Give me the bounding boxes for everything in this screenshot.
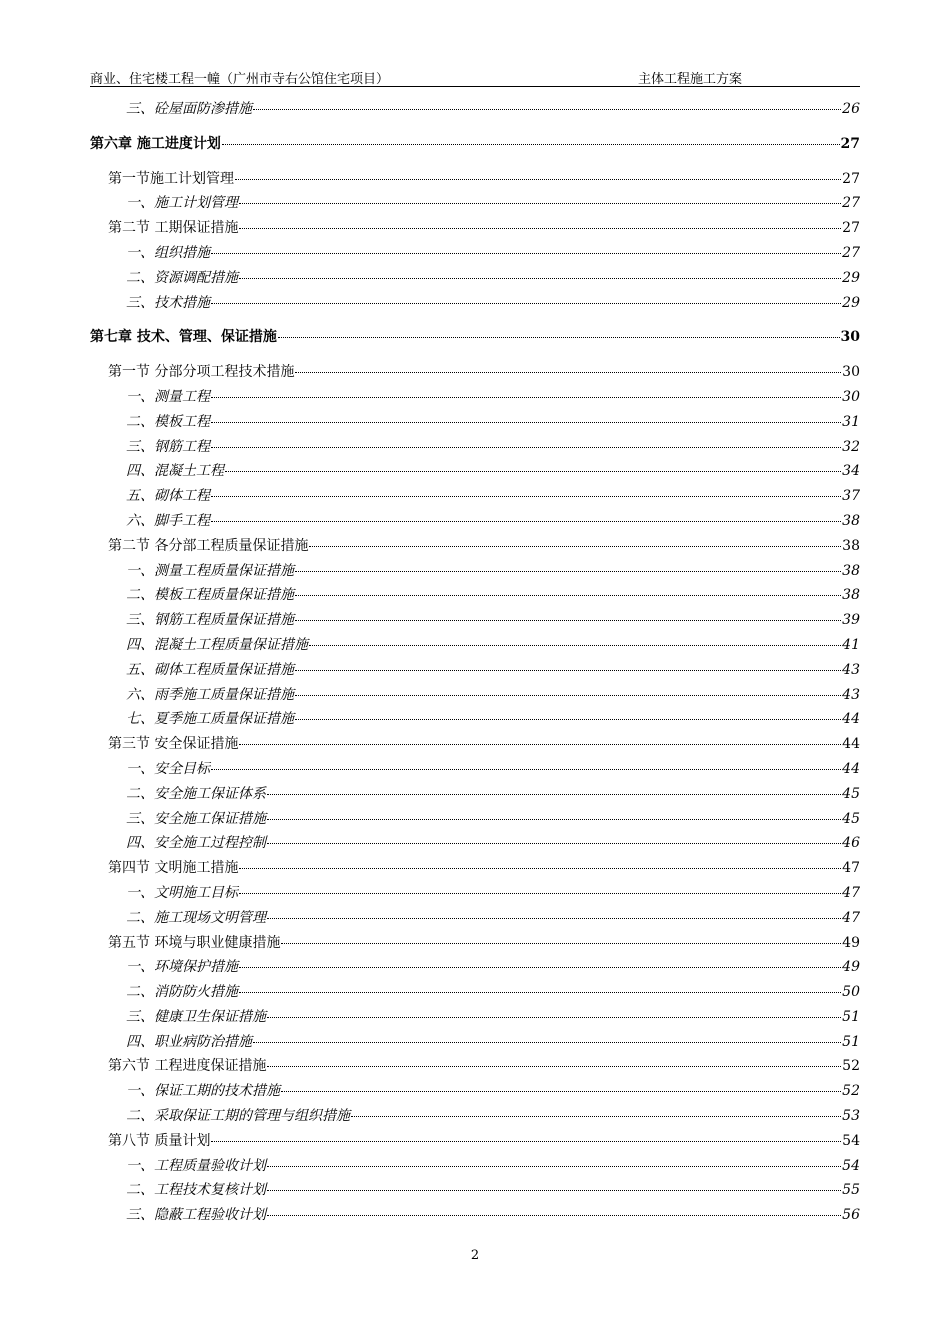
toc-entry-page-number: 46 <box>842 835 860 852</box>
toc-entry-label: 六、雨季施工质量保证措施 <box>126 686 294 703</box>
toc-section-entry[interactable] <box>90 167 860 192</box>
toc-entry-page-number: 27 <box>842 220 860 237</box>
toc-item-entry[interactable] <box>90 980 860 1005</box>
toc-entry-page-number: 52 <box>842 1058 860 1075</box>
toc-entry-page-number: 27 <box>842 170 860 187</box>
toc-entry-label: 三、钢筋工程质量保证措施 <box>126 612 294 629</box>
toc-entry-page-number: 56 <box>842 1207 860 1224</box>
toc-item-entry[interactable] <box>90 633 860 658</box>
toc-item-entry[interactable] <box>90 410 860 435</box>
toc-entry-label: 二、工程技术复核计划 <box>126 1182 266 1199</box>
toc-item-entry[interactable] <box>90 266 860 291</box>
toc-entry-label: 六、脚手工程 <box>126 512 210 529</box>
toc-entry-label: 七、夏季施工质量保证措施 <box>126 711 294 728</box>
toc-entry-label: 二、资源调配措施 <box>126 269 238 286</box>
toc-entry-label: 三、健康卫生保证措施 <box>126 1008 266 1025</box>
toc-chapter-entry[interactable] <box>90 325 860 350</box>
toc-dot-leader <box>239 856 841 869</box>
toc-entry-page-number: 31 <box>842 413 860 430</box>
toc-dot-leader <box>211 1129 841 1142</box>
toc-entry-page-number: 43 <box>842 686 860 703</box>
toc-entry-page-number: 52 <box>842 1083 860 1100</box>
toc-entry-label: 第六节 工程进度保证措施 <box>108 1058 267 1075</box>
toc-dot-leader <box>281 1079 841 1092</box>
toc-dot-leader <box>267 1054 841 1067</box>
toc-dot-leader <box>309 633 841 646</box>
toc-entry-page-number: 38 <box>842 537 860 554</box>
toc-entry-page-number: 49 <box>842 934 860 951</box>
toc-item-entry[interactable] <box>90 484 860 509</box>
toc-entry-label: 五、砌体工程 <box>126 488 210 505</box>
toc-item-entry[interactable] <box>90 1079 860 1104</box>
toc-entry-page-number: 27 <box>840 135 860 152</box>
toc-dot-leader <box>211 509 841 522</box>
toc-item-entry[interactable] <box>90 955 860 980</box>
toc-dot-leader <box>295 707 841 720</box>
toc-entry-page-number: 54 <box>842 1132 860 1149</box>
toc-entry-page-number: 32 <box>842 438 860 455</box>
toc-item-entry[interactable] <box>90 1104 860 1129</box>
toc-entry-page-number: 29 <box>842 269 860 286</box>
toc-entry-page-number: 37 <box>842 488 860 505</box>
toc-entry-page-number: 41 <box>842 636 860 653</box>
toc-dot-leader <box>239 881 841 894</box>
toc-entry-label: 一、测量工程 <box>126 388 210 405</box>
toc-entry-label: 四、混凝土工程 <box>126 463 224 480</box>
toc-dot-leader <box>211 291 841 304</box>
toc-entry-label: 二、安全施工保证体系 <box>126 785 266 802</box>
toc-entry-page-number: 38 <box>842 562 860 579</box>
toc-entry-label: 一、测量工程质量保证措施 <box>126 562 294 579</box>
toc-dot-leader <box>351 1104 841 1117</box>
toc-dot-leader <box>267 1005 841 1018</box>
toc-item-entry[interactable] <box>90 291 860 316</box>
toc-section-entry[interactable] <box>90 534 860 559</box>
toc-dot-leader <box>211 435 841 448</box>
toc-item-entry[interactable] <box>90 1203 860 1228</box>
toc-dot-leader <box>222 132 840 145</box>
toc-dot-leader <box>267 1154 841 1167</box>
toc-dot-leader <box>211 410 841 423</box>
toc-item-entry[interactable] <box>90 881 860 906</box>
toc-section-entry[interactable] <box>90 360 860 385</box>
page-number: 2 <box>470 1248 480 1263</box>
toc-entry-label: 第八节 质量计划 <box>108 1132 211 1149</box>
toc-item-entry[interactable] <box>90 191 860 216</box>
toc-dot-leader <box>295 583 841 596</box>
toc-entry-page-number: 49 <box>842 959 860 976</box>
toc-dot-leader <box>239 216 841 229</box>
toc-entry-page-number: 45 <box>842 810 860 827</box>
toc-entry-label: 三、钢筋工程 <box>126 438 210 455</box>
toc-dot-leader <box>281 931 841 944</box>
toc-entry-label: 第二节 工期保证措施 <box>108 220 239 237</box>
toc-entry-page-number: 55 <box>842 1182 860 1199</box>
toc-entry-page-number: 44 <box>842 736 860 753</box>
toc-entry-page-number: 30 <box>840 329 860 346</box>
toc-dot-leader <box>295 559 841 572</box>
toc-dot-leader <box>239 955 841 968</box>
toc-entry-page-number: 38 <box>842 587 860 604</box>
toc-item-entry[interactable] <box>90 608 860 633</box>
toc-dot-leader <box>239 266 841 279</box>
toc-entry-label: 第七章 技术、管理、保证措施 <box>90 329 277 346</box>
toc-entry-page-number: 44 <box>842 760 860 777</box>
toc-entry-page-number: 43 <box>842 661 860 678</box>
toc-section-entry[interactable] <box>90 931 860 956</box>
toc-item-entry[interactable] <box>90 1178 860 1203</box>
toc-section-entry[interactable] <box>90 1054 860 1079</box>
toc-entry-page-number: 30 <box>842 364 860 381</box>
toc-entry-label: 一、施工计划管理 <box>126 195 238 212</box>
toc-entry-label: 三、安全施工保证措施 <box>126 810 266 827</box>
toc-item-entry[interactable] <box>90 707 860 732</box>
toc-item-entry[interactable] <box>90 459 860 484</box>
toc-dot-leader <box>278 325 840 338</box>
toc-entry-label: 一、安全目标 <box>126 760 210 777</box>
toc-item-entry[interactable] <box>90 757 860 782</box>
toc-item-entry[interactable] <box>90 683 860 708</box>
toc-dot-leader <box>295 360 841 373</box>
toc-dot-leader <box>267 906 841 919</box>
toc-entry-page-number: 27 <box>842 195 860 212</box>
toc-entry-page-number: 34 <box>842 463 860 480</box>
toc-entry-label: 第五节 环境与职业健康措施 <box>108 934 281 951</box>
toc-item-entry[interactable] <box>90 906 860 931</box>
toc-dot-leader <box>253 97 841 110</box>
toc-entry-label: 三、技术措施 <box>126 294 210 311</box>
toc-dot-leader <box>267 1178 841 1191</box>
toc-section-entry[interactable] <box>90 1129 860 1154</box>
toc-dot-leader <box>309 534 841 547</box>
toc-dot-leader <box>295 683 841 696</box>
toc-dot-leader <box>295 608 841 621</box>
header-project-title: 商业、住宅楼工程一幢（广州市寺右公馆住宅项目） <box>90 72 390 87</box>
toc-entry-page-number: 54 <box>842 1157 860 1174</box>
toc-dot-leader <box>211 484 841 497</box>
page-header <box>90 66 860 87</box>
toc-entry-page-number: 26 <box>842 101 860 117</box>
toc-item-entry[interactable] <box>90 435 860 460</box>
toc-entry-page-number: 29 <box>842 294 860 311</box>
table-of-contents <box>90 97 860 1228</box>
toc-chapter-entry[interactable] <box>90 132 860 157</box>
toc-entry-label: 三、砼屋面防渗措施 <box>126 101 252 117</box>
toc-entry-page-number: 47 <box>842 884 860 901</box>
toc-dot-leader <box>225 459 841 472</box>
toc-entry-page-number: 39 <box>842 612 860 629</box>
toc-dot-leader <box>267 831 841 844</box>
toc-entry-label: 二、施工现场文明管理 <box>126 909 266 926</box>
toc-entry-label: 一、文明施工目标 <box>126 884 238 901</box>
header-document-title: 主体工程施工方案 <box>638 72 743 87</box>
toc-dot-leader <box>267 807 841 820</box>
toc-item-entry[interactable] <box>90 559 860 584</box>
toc-section-entry[interactable] <box>90 216 860 241</box>
toc-item-entry[interactable] <box>90 658 860 683</box>
toc-entry-label: 一、保证工期的技术措施 <box>126 1083 280 1100</box>
toc-dot-leader <box>239 732 841 745</box>
toc-dot-leader <box>295 658 841 671</box>
toc-dot-leader <box>211 241 841 254</box>
toc-entry-label: 三、隐蔽工程验收计划 <box>126 1207 266 1224</box>
toc-dot-leader <box>239 191 841 204</box>
toc-entry-page-number: 47 <box>842 909 860 926</box>
toc-entry-page-number: 30 <box>842 388 860 405</box>
toc-entry-page-number: 47 <box>842 860 860 877</box>
toc-item-entry[interactable] <box>90 807 860 832</box>
toc-item-entry[interactable] <box>90 509 860 534</box>
toc-entry-label: 第三节 安全保证措施 <box>108 736 239 753</box>
toc-dot-leader <box>253 1030 841 1043</box>
toc-dot-leader <box>267 1203 841 1216</box>
toc-item-entry[interactable] <box>90 1005 860 1030</box>
toc-entry-label: 四、职业病防治措施 <box>126 1033 252 1050</box>
toc-section-entry[interactable] <box>90 732 860 757</box>
toc-entry-label: 一、环境保护措施 <box>126 959 238 976</box>
toc-entry-label: 第二节 各分部工程质量保证措施 <box>108 537 309 554</box>
toc-entry-label: 第四节 文明施工措施 <box>108 860 239 877</box>
toc-item-entry[interactable] <box>90 385 860 410</box>
toc-entry-label: 五、砌体工程质量保证措施 <box>126 661 294 678</box>
toc-entry-page-number: 27 <box>842 244 860 261</box>
toc-entry-page-number: 44 <box>842 711 860 728</box>
toc-item-entry[interactable] <box>90 782 860 807</box>
toc-dot-leader <box>235 167 841 180</box>
toc-item-entry[interactable] <box>90 831 860 856</box>
toc-dot-leader <box>211 757 841 770</box>
toc-item-entry[interactable] <box>90 1030 860 1055</box>
toc-entry-label: 一、工程质量验收计划 <box>126 1157 266 1174</box>
toc-entry-page-number: 53 <box>842 1108 860 1125</box>
toc-dot-leader <box>211 385 841 398</box>
toc-entry-label: 二、采取保证工期的管理与组织措施 <box>126 1108 350 1125</box>
toc-entry-label: 第一节 分部分项工程技术措施 <box>108 364 295 381</box>
toc-item-entry[interactable] <box>90 583 860 608</box>
toc-section-entry[interactable] <box>90 856 860 881</box>
toc-item-entry[interactable] <box>90 97 860 122</box>
toc-entry-label: 四、安全施工过程控制 <box>126 835 266 852</box>
toc-item-entry[interactable] <box>90 241 860 266</box>
toc-entry-page-number: 38 <box>842 512 860 529</box>
toc-entry-page-number: 50 <box>842 984 860 1001</box>
toc-entry-label: 二、模板工程 <box>126 413 210 430</box>
toc-entry-label: 一、组织措施 <box>126 244 210 261</box>
toc-entry-label: 四、混凝土工程质量保证措施 <box>126 636 308 653</box>
toc-dot-leader <box>239 980 841 993</box>
toc-entry-label: 第六章 施工进度计划 <box>90 135 221 152</box>
toc-entry-page-number: 45 <box>842 785 860 802</box>
toc-dot-leader <box>267 782 841 795</box>
toc-entry-label: 二、消防防火措施 <box>126 984 238 1001</box>
toc-entry-label: 二、模板工程质量保证措施 <box>126 587 294 604</box>
toc-entry-page-number: 51 <box>842 1008 860 1025</box>
toc-item-entry[interactable] <box>90 1154 860 1179</box>
toc-entry-page-number: 51 <box>842 1033 860 1050</box>
toc-entry-label: 第一节施工计划管理 <box>108 170 234 187</box>
